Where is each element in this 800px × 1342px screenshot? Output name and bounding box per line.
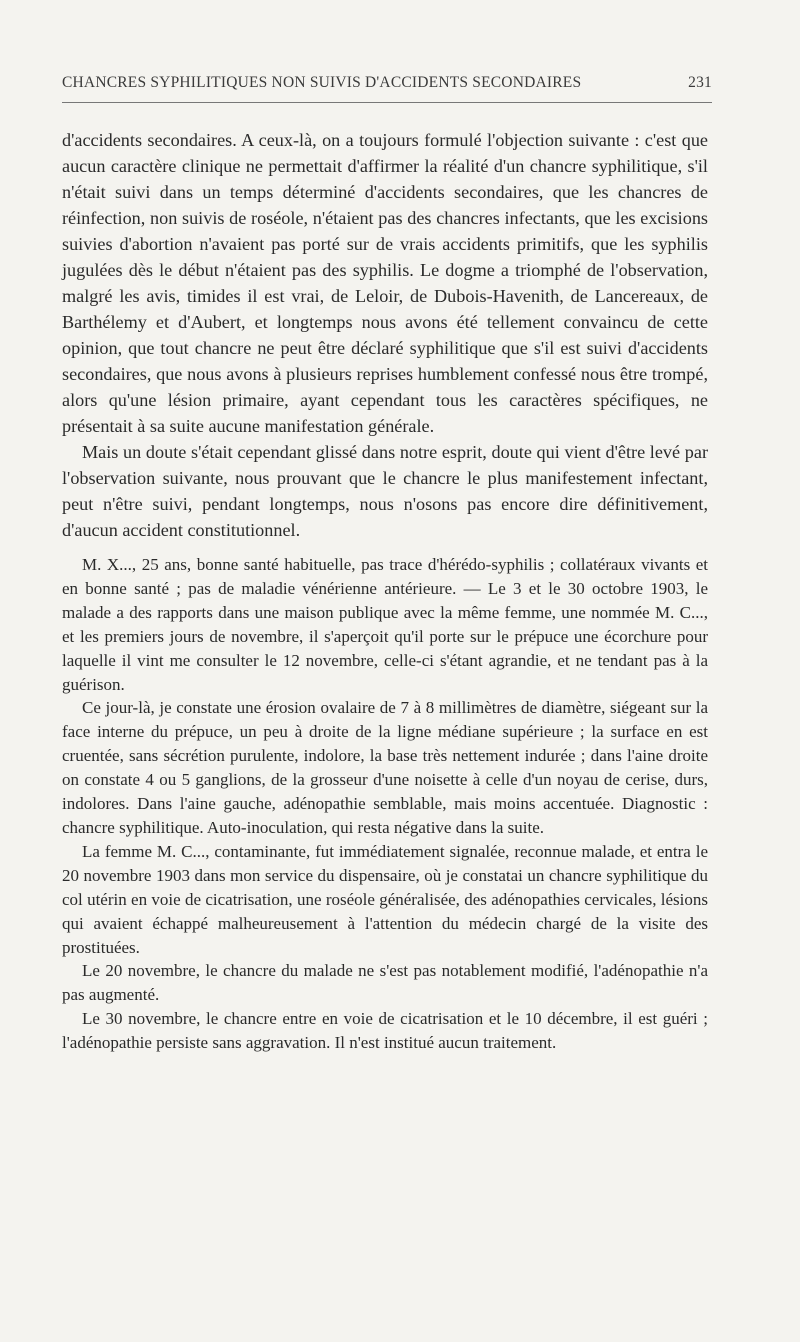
page-number: 231 [688, 74, 712, 91]
case-report [62, 553, 708, 1055]
running-title: CHANCRES SYPHILITIQUES NON SUIVIS D'ACCIDENTS SECONDAIRES [62, 74, 582, 91]
main-text [62, 127, 708, 543]
case-paragraph-3: La femme M. C..., contaminante, fut immédiatement signalée, reconnue malade, et entra le 20 novembre 1903 dans mon service du dispensaire, où je constatai un chancre syphilitique du col utérin en voie de cicatrisation, une roséole généralisée, des adénopathies cervicales, lésions qui avaient échappé malheureusement à l'attention du médecin chargé de la visite des prostituées. [62, 841, 708, 957]
body-text [62, 127, 708, 1055]
case-paragraph-1: M. X..., 25 ans, bonne santé habituelle, pas trace d'hérédo-syphilis ; collatéraux vivants et en bonne santé ; pas de maladie vénérienne antérieure. — Le 3 et le 30 octobre 1903, le malade a des rapports dans une maison publique avec la même femme, une nommée M. C..., et les premiers jours de novembre, il s'aperçoit qu'il porte sur le prépuce une écorchure pour laquelle il vint me consulter le 12 novembre, celle-ci s'étant agrandie, et ne tendant pas à la guérison. [62, 555, 708, 694]
header-rule [62, 102, 712, 103]
case-paragraph-4: Le 20 novembre, le chancre du malade ne s'est pas notablement modifié, l'adénopathie n'a pas augmenté. [62, 961, 708, 1005]
main-paragraph-2: Mais un doute s'était cependant glissé dans notre esprit, doute qui vient d'être levé par l'observation suivante, nous prouvant que le chancre le plus manifestement infectant, peut n'être suivi, pendant longtemps, nous n'osons pas encore dire définitivement, d'aucun accident constitutionnel. [62, 442, 708, 540]
main-paragraph-1: d'accidents secondaires. A ceux-là, on a toujours formulé l'objection suivante : c'est que aucun caractère clinique ne permettait d'affirmer la réalité d'un chancre syphilitique, s'il n'était suivi dans un temps déterminé d'accidents secondaires, que les chancres de réinfection, non suivis de roséole, n'étaient pas des chancres infectants, que les excisions suivies d'abortion n'avaient pas porté sur de vrais accidents primitifs, que les syphilis jugulées dès le début n'étaient pas des syphilis. Le dogme a triomphé de l'observation, malgré les avis, timides il est vrai, de Leloir, de Dubois-Havenith, de Lancereaux, de Barthélemy et d'Aubert, et longtemps nous avons été tellement convaincu de cette opinion, que tout chancre ne peut être déclaré syphilitique que s'il est suivi d'accidents secondaires, que nous avons à plusieurs reprises humblement confessé nous être trompé, alors qu'une lésion primaire, ayant cependant tous les caractères spécifiques, ne présentait à sa suite aucune manifestation générale. [62, 130, 708, 436]
case-paragraph-5: Le 30 novembre, le chancre entre en voie de cicatrisation et le 10 décembre, il est guéri ; l'adénopathie persiste sans aggravation. Il n'est institué aucun traitement. [62, 1009, 708, 1053]
case-paragraph-2: Ce jour-là, je constate une érosion ovalaire de 7 à 8 millimètres de diamètre, siégeant sur la face interne du prépuce, un peu à droite de la ligne médiane supérieure ; la surface en est cruentée, sans sécrétion purulente, indolore, la base très nettement indurée ; dans l'aine droite on constate 4 ou 5 ganglions, de la grosseur d'une noisette à celle d'un noyau de cerise, durs, indolores. Dans l'aine gauche, adénopathie semblable, mais moins accentuée. Diagnostic : chancre syphilitique. Auto-inoculation, qui resta négative dans la suite. [62, 698, 708, 837]
running-head [62, 74, 712, 92]
